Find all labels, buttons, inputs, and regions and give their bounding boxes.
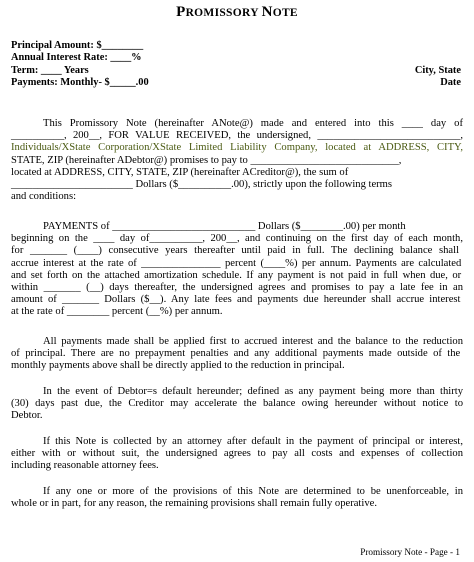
- para2-line: amount of _______ Dollars ($__). Any late fees and payments due hereunder shall accrue interest: [11, 294, 461, 306]
- paragraph-default: [11, 386, 463, 423]
- para2-line: within _______ (__) days thereafter, the undersigned agrees and promises to pay a late fee in an: [11, 282, 463, 294]
- principal-amount-field: Principal Amount: $________: [11, 40, 144, 51]
- title-letter-n: N: [261, 4, 273, 20]
- para2-line: for _______ (____) consecutive years thereafter until paid in full. The declining balance shall: [11, 245, 460, 257]
- title-letter-p: P: [176, 4, 186, 20]
- header-location-date: [340, 65, 461, 90]
- paragraph-payments: [11, 221, 463, 319]
- paragraph-application: [11, 336, 463, 373]
- para3-line: monthly payments above shall be directly applied to the reduction in principal.: [11, 360, 345, 372]
- para4-line: In the event of Debtor=s default hereunder; defined as any payment being more than thirty: [43, 386, 463, 397]
- para1-line: and conditions:: [11, 191, 77, 203]
- title-ote: OTE: [272, 7, 298, 19]
- para2-line: and set forth on the attached amortization schedule. If any payment is not paid in full when due, or: [11, 269, 462, 281]
- para3-line: All payments made shall be applied first to accrued interest and the balance to the reduction: [43, 336, 463, 347]
- para4-line: Debtor.: [11, 410, 43, 422]
- para5-line: including reasonable attorney fees.: [11, 460, 159, 472]
- para1-line: Individuals/XState Corporation/XState Limited Liability Company, located at ADDRESS, CITY,: [11, 142, 463, 154]
- para4-line: (30) days past due, the Creditor may accelerate the balance owing hereunder without notice to: [11, 398, 463, 410]
- header-fields: [11, 40, 149, 90]
- paragraph-intro: [11, 118, 463, 203]
- date-field: Date: [440, 77, 461, 89]
- para1-line: __________, 200__, FOR VALUE RECEIVED, the undersigned, ___________________________,: [11, 130, 463, 142]
- para2-line: PAYMENTS of ___________________________ Dollars ($________.00) per month: [43, 221, 406, 232]
- interest-rate-field: Annual Interest Rate: ____%: [11, 52, 142, 64]
- para1-line: STATE, ZIP (hereinafter ADebtor@) promises to pay to ____________________________,: [11, 154, 402, 166]
- para1-line: This Promissory Note (hereinafter ANote@) made and entered into this ____ day of: [43, 118, 463, 129]
- term-field: Term: ____ Years: [11, 64, 89, 76]
- para1-line: _______________________ Dollars ($__________.00), strictly upon the following terms: [11, 179, 393, 191]
- payments-field: Payments: Monthly- $_____.00: [11, 77, 149, 89]
- paragraph-collection: [11, 436, 463, 473]
- para5-line: If this Note is collected by an attorney after default in the payment of principal or interest,: [43, 436, 463, 447]
- city-state-field: City, State: [414, 65, 461, 76]
- document-title: [0, 6, 474, 19]
- para2-line: accrue interest at the rate of _______________ percent (____%) per annum. Payments are calculated: [11, 257, 462, 269]
- para3-line: of principal. There are no prepayment penalties and any additional payments made outside of the: [11, 348, 461, 360]
- para5-line: either with or without suit, the undersigned agrees to pay all costs and expenses of collection: [11, 448, 463, 460]
- paragraph-severability: [11, 486, 463, 510]
- para6-line: whole or in part, for any reason, the remaining provisions shall remain fully operative.: [11, 498, 377, 510]
- para2-line: at the rate of ________ percent (__%) per annum.: [11, 306, 223, 318]
- para1-line: located at ADDRESS, CITY, STATE, ZIP (hereinafter ACreditor@), the sum of: [11, 166, 349, 178]
- para6-line: If any one or more of the provisions of this Note are determined to be unenforceable, in: [43, 486, 463, 497]
- para2-line: beginning on the ____ day of__________, 200__, and continuing on the first day of each month,: [11, 233, 463, 245]
- title-romissory: ROMISSORY: [185, 7, 262, 19]
- page-footer: Promissory Note - Page - 1: [360, 547, 460, 557]
